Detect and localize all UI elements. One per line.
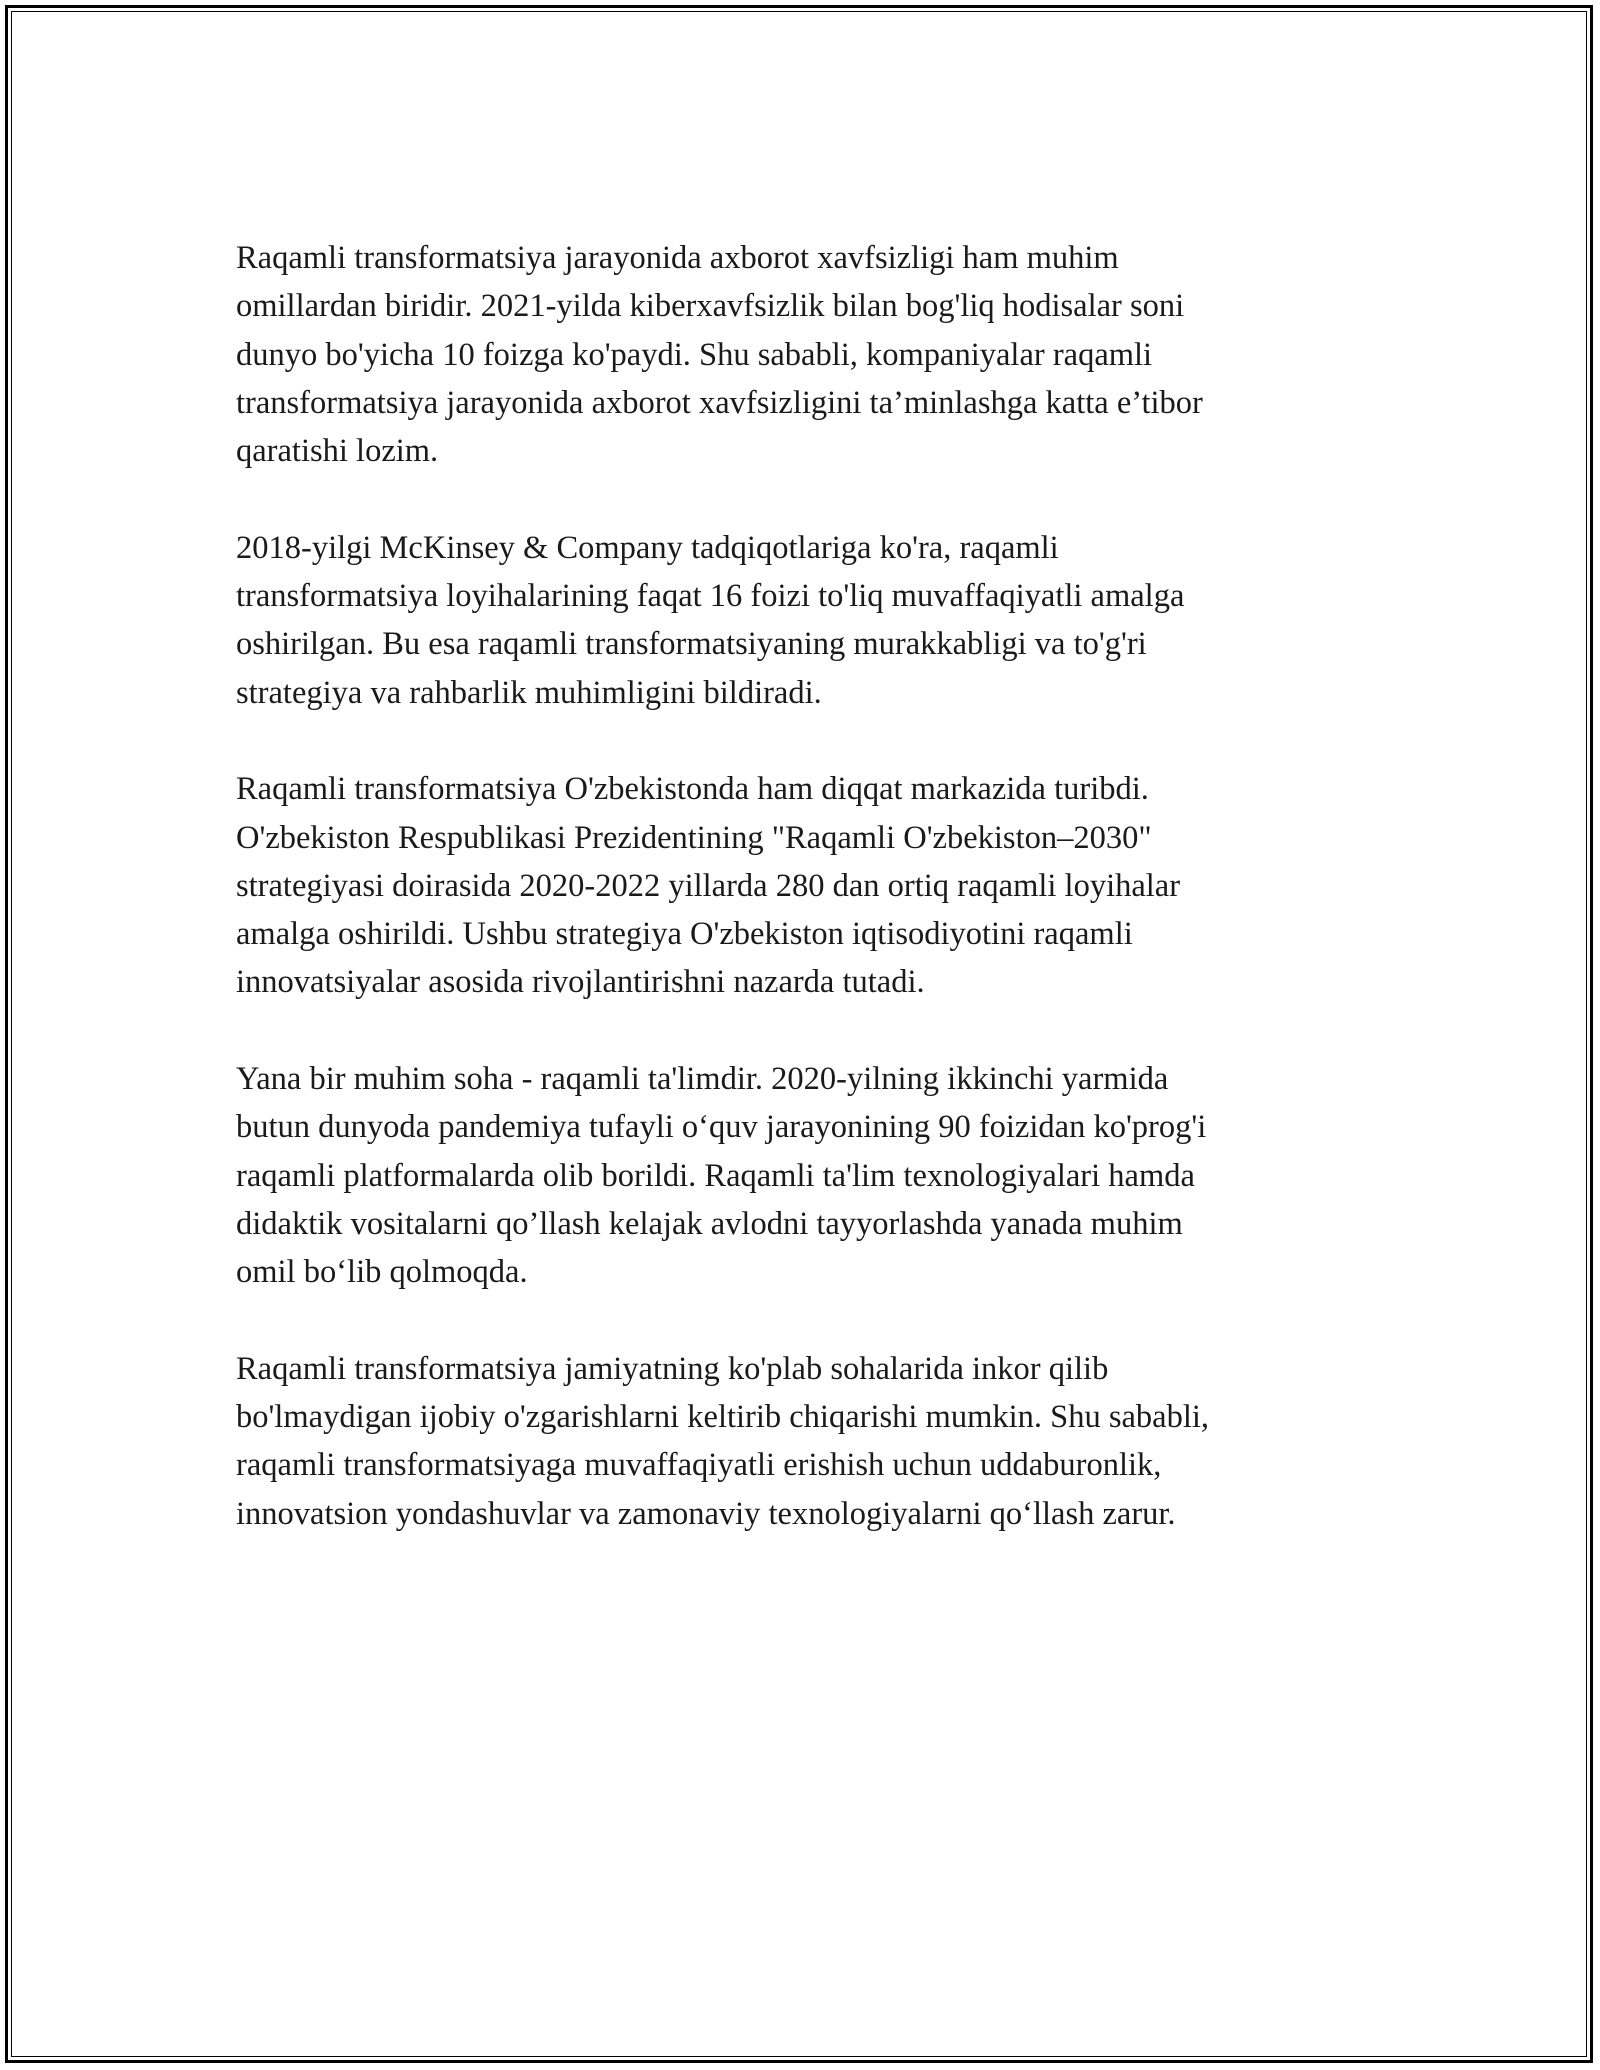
paragraph-line: raqamli transformatsiyaga muvaffaqiyatli erishish uchun uddaburonlik, xyxy=(236,1447,1162,1484)
paragraph-line: innovatsiyalar asosida rivojlantirishni nazarda tutadi. xyxy=(236,964,925,1001)
paragraph-line: dunyo bo'yicha 10 foizga ko'paydi. Shu sababli, kompaniyalar raqamli xyxy=(236,336,1153,373)
paragraph-line: strategiyasi doirasida 2020-2022 yillarda 280 dan ortiq raqamli loyihalar xyxy=(236,867,1181,904)
paragraph-line: qaratishi lozim. xyxy=(236,433,439,470)
paragraph-line: 2018-yilgi McKinsey & Company tadqiqotlariga ko'ra, raqamli xyxy=(236,529,1059,566)
paragraph-line: amalga oshirildi. Ushbu strategiya O'zbekiston iqtisodiyotini raqamli xyxy=(236,916,1133,953)
paragraph-1 xyxy=(236,234,1366,475)
paragraph-line: Raqamli transformatsiya O'zbekistonda ham diqqat markazida turibdi. xyxy=(236,771,1149,808)
paragraph-line: omil bo‘lib qolmoqda. xyxy=(236,1254,528,1291)
paragraph-line: transformatsiya jarayonida axborot xavfsizligini ta’minlashga katta e’tibor xyxy=(236,384,1203,421)
paragraph-line: innovatsion yondashuvlar va zamonaviy texnologiyalarni qo‘llash zarur. xyxy=(236,1495,1176,1532)
paragraph-3 xyxy=(236,765,1366,1006)
paragraph-line: bo'lmaydigan ijobiy o'zgarishlarni keltirib chiqarishi mumkin. Shu sababli, xyxy=(236,1399,1210,1436)
paragraph-line: O'zbekiston Respublikasi Prezidentining "Raqamli O'zbekiston–2030" xyxy=(236,819,1152,856)
paragraph-line: Yana bir muhim soha - raqamli ta'limdir. 2020-yilning ikkinchi yarmida xyxy=(236,1061,1169,1098)
paragraph-line: omillardan biridir. 2021-yilda kiberxavfsizlik bilan bog'liq hodisalar soni xyxy=(236,288,1185,325)
paragraph-line: transformatsiya loyihalarining faqat 16 foizi to'liq muvaffaqiyatli amalga xyxy=(236,578,1185,615)
paragraph-4 xyxy=(236,1055,1366,1296)
paragraph-line: butun dunyoda pandemiya tufayli o‘quv jarayonining 90 foizidan ko'prog'i xyxy=(236,1109,1207,1146)
paragraph-line: oshirilgan. Bu esa raqamli transformatsiyaning murakkabligi va to'g'ri xyxy=(236,626,1147,663)
paragraph-2 xyxy=(236,524,1366,717)
paragraph-line: raqamli platformalarda olib borildi. Raqamli ta'lim texnologiyalari hamda xyxy=(236,1157,1195,1194)
paragraph-line: strategiya va rahbarlik muhimligini bildiradi. xyxy=(236,674,822,711)
paragraph-line: didaktik vositalarni qo’llash kelajak avlodni tayyorlashda yanada muhim xyxy=(236,1205,1183,1242)
paragraph-line: Raqamli transformatsiya jamiyatning ko'plab sohalarida inkor qilib xyxy=(236,1350,1109,1387)
document-body xyxy=(236,234,1366,1586)
paragraph-5 xyxy=(236,1345,1366,1538)
paragraph-line: Raqamli transformatsiya jarayonida axborot xavfsizligi ham muhim xyxy=(236,240,1119,276)
